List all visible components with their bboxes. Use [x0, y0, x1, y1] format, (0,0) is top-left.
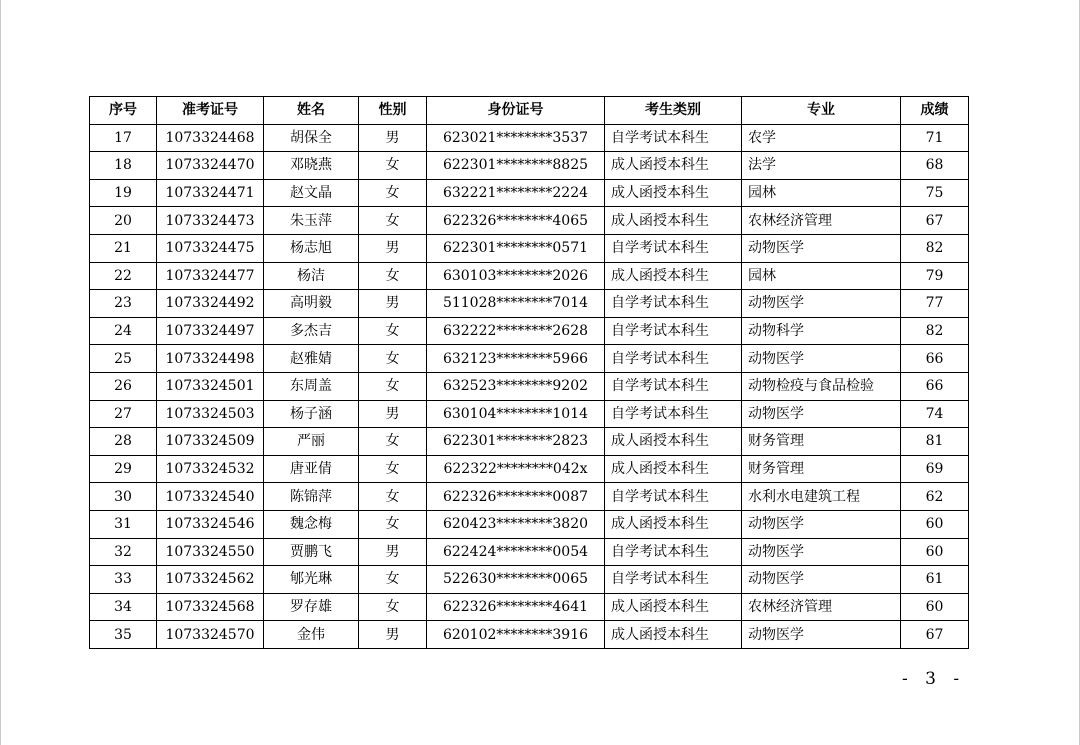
- cell-gender: 女: [359, 262, 427, 290]
- cell-major: 动物医学: [742, 234, 901, 262]
- cell-name: 朱玉萍: [264, 207, 359, 235]
- cell-major: 园林: [742, 179, 901, 207]
- cell-score: 71: [901, 124, 969, 152]
- cell-exam-id: 1073324471: [157, 179, 264, 207]
- cell-gender: 女: [359, 566, 427, 594]
- cell-major: 园林: [742, 262, 901, 290]
- cell-score: 69: [901, 455, 969, 483]
- cell-score: 60: [901, 538, 969, 566]
- cell-id-number: 630103********2026: [427, 262, 605, 290]
- cell-category: 成人函授本科生: [605, 428, 742, 456]
- cell-major: 动物检疫与食品检验: [742, 372, 901, 400]
- table-row: [90, 566, 969, 594]
- table-row: [90, 621, 969, 649]
- cell-name: 金伟: [264, 621, 359, 649]
- table-row: [90, 372, 969, 400]
- cell-exam-id: 1073324562: [157, 566, 264, 594]
- cell-id-number: 622326********0087: [427, 483, 605, 511]
- cell-major: 农林经济管理: [742, 593, 901, 621]
- cell-exam-id: 1073324509: [157, 428, 264, 456]
- table-row: [90, 455, 969, 483]
- cell-exam-id: 1073324498: [157, 345, 264, 373]
- cell-major: 财务管理: [742, 455, 901, 483]
- cell-id-number: 622301********2823: [427, 428, 605, 456]
- cell-id-number: 622326********4065: [427, 207, 605, 235]
- cell-exam-id: 1073324497: [157, 317, 264, 345]
- table-row: [90, 400, 969, 428]
- header-score: 成绩: [901, 97, 969, 125]
- cell-exam-id: 1073324501: [157, 372, 264, 400]
- cell-category: 成人函授本科生: [605, 621, 742, 649]
- cell-index: 19: [90, 179, 157, 207]
- header-index: 序号: [90, 97, 157, 125]
- table-row: [90, 124, 969, 152]
- table-row: [90, 345, 969, 373]
- cell-index: 32: [90, 538, 157, 566]
- cell-id-number: 622424********0054: [427, 538, 605, 566]
- cell-name: 杨子涵: [264, 400, 359, 428]
- cell-id-number: 511028********7014: [427, 290, 605, 318]
- cell-name: 贾鹏飞: [264, 538, 359, 566]
- cell-name: 邓晓燕: [264, 152, 359, 180]
- cell-exam-id: 1073324570: [157, 621, 264, 649]
- table-row: [90, 262, 969, 290]
- cell-category: 自学考试本科生: [605, 345, 742, 373]
- cell-gender: 男: [359, 234, 427, 262]
- table-row: [90, 290, 969, 318]
- cell-index: 20: [90, 207, 157, 235]
- table-row: [90, 538, 969, 566]
- cell-category: 自学考试本科生: [605, 400, 742, 428]
- cell-id-number: 620423********3820: [427, 510, 605, 538]
- cell-gender: 男: [359, 124, 427, 152]
- cell-name: 赵文晶: [264, 179, 359, 207]
- cell-gender: 女: [359, 207, 427, 235]
- cell-score: 77: [901, 290, 969, 318]
- table-row: [90, 234, 969, 262]
- cell-index: 17: [90, 124, 157, 152]
- header-id-number: 身份证号: [427, 97, 605, 125]
- cell-gender: 女: [359, 428, 427, 456]
- cell-gender: 女: [359, 179, 427, 207]
- cell-index: 35: [90, 621, 157, 649]
- cell-score: 66: [901, 345, 969, 373]
- cell-category: 自学考试本科生: [605, 234, 742, 262]
- cell-major: 农学: [742, 124, 901, 152]
- cell-index: 21: [90, 234, 157, 262]
- cell-gender: 男: [359, 621, 427, 649]
- cell-name: 杨洁: [264, 262, 359, 290]
- cell-score: 67: [901, 207, 969, 235]
- cell-exam-id: 1073324546: [157, 510, 264, 538]
- cell-id-number: 522630********0065: [427, 566, 605, 594]
- cell-score: 81: [901, 428, 969, 456]
- cell-exam-id: 1073324540: [157, 483, 264, 511]
- header-exam-id: 准考证号: [157, 97, 264, 125]
- cell-index: 31: [90, 510, 157, 538]
- cell-gender: 女: [359, 152, 427, 180]
- cell-exam-id: 1073324477: [157, 262, 264, 290]
- table-row: [90, 510, 969, 538]
- table-header-row: [90, 97, 969, 125]
- cell-major: 农林经济管理: [742, 207, 901, 235]
- cell-exam-id: 1073324503: [157, 400, 264, 428]
- cell-category: 自学考试本科生: [605, 290, 742, 318]
- cell-major: 动物医学: [742, 621, 901, 649]
- cell-category: 自学考试本科生: [605, 538, 742, 566]
- table-body: [90, 124, 969, 648]
- cell-name: 陈锦萍: [264, 483, 359, 511]
- table-row: [90, 593, 969, 621]
- cell-gender: 男: [359, 538, 427, 566]
- cell-score: 82: [901, 317, 969, 345]
- cell-major: 财务管理: [742, 428, 901, 456]
- cell-category: 自学考试本科生: [605, 124, 742, 152]
- cell-major: 法学: [742, 152, 901, 180]
- header-category: 考生类别: [605, 97, 742, 125]
- cell-category: 自学考试本科生: [605, 317, 742, 345]
- cell-score: 66: [901, 372, 969, 400]
- cell-gender: 男: [359, 400, 427, 428]
- cell-major: 动物医学: [742, 400, 901, 428]
- cell-category: 自学考试本科生: [605, 566, 742, 594]
- cell-index: 27: [90, 400, 157, 428]
- cell-score: 67: [901, 621, 969, 649]
- cell-exam-id: 1073324473: [157, 207, 264, 235]
- cell-exam-id: 1073324568: [157, 593, 264, 621]
- cell-name: 赵雅婧: [264, 345, 359, 373]
- cell-category: 自学考试本科生: [605, 483, 742, 511]
- cell-major: 动物医学: [742, 290, 901, 318]
- page-number: - 3 -: [902, 669, 966, 689]
- table-row: [90, 428, 969, 456]
- cell-gender: 男: [359, 290, 427, 318]
- cell-score: 79: [901, 262, 969, 290]
- cell-name: 罗存雄: [264, 593, 359, 621]
- cell-id-number: 620102********3916: [427, 621, 605, 649]
- cell-id-number: 622322********042x: [427, 455, 605, 483]
- cell-name: 多杰吉: [264, 317, 359, 345]
- cell-major: 动物医学: [742, 566, 901, 594]
- cell-id-number: 622326********4641: [427, 593, 605, 621]
- cell-gender: 女: [359, 372, 427, 400]
- cell-index: 28: [90, 428, 157, 456]
- cell-exam-id: 1073324475: [157, 234, 264, 262]
- header-gender: 性别: [359, 97, 427, 125]
- cell-exam-id: 1073324468: [157, 124, 264, 152]
- cell-index: 30: [90, 483, 157, 511]
- cell-index: 33: [90, 566, 157, 594]
- cell-category: 成人函授本科生: [605, 207, 742, 235]
- cell-index: 23: [90, 290, 157, 318]
- cell-exam-id: 1073324470: [157, 152, 264, 180]
- header-name: 姓名: [264, 97, 359, 125]
- cell-gender: 女: [359, 317, 427, 345]
- cell-id-number: 622301********8825: [427, 152, 605, 180]
- cell-index: 26: [90, 372, 157, 400]
- cell-index: 18: [90, 152, 157, 180]
- page-edge-left: [0, 0, 1, 745]
- cell-id-number: 622301********0571: [427, 234, 605, 262]
- cell-id-number: 632222********2628: [427, 317, 605, 345]
- cell-id-number: 632221********2224: [427, 179, 605, 207]
- cell-score: 74: [901, 400, 969, 428]
- table-row: [90, 483, 969, 511]
- cell-name: 杨志旭: [264, 234, 359, 262]
- cell-gender: 女: [359, 345, 427, 373]
- cell-exam-id: 1073324550: [157, 538, 264, 566]
- cell-name: 唐亚倩: [264, 455, 359, 483]
- cell-name: 严丽: [264, 428, 359, 456]
- cell-category: 成人函授本科生: [605, 179, 742, 207]
- cell-category: 成人函授本科生: [605, 152, 742, 180]
- cell-category: 自学考试本科生: [605, 372, 742, 400]
- cell-name: 胡保全: [264, 124, 359, 152]
- cell-exam-id: 1073324492: [157, 290, 264, 318]
- cell-score: 60: [901, 510, 969, 538]
- cell-index: 25: [90, 345, 157, 373]
- table-row: [90, 317, 969, 345]
- cell-index: 29: [90, 455, 157, 483]
- header-major: 专业: [742, 97, 901, 125]
- table-row: [90, 152, 969, 180]
- cell-major: 动物医学: [742, 345, 901, 373]
- cell-index: 24: [90, 317, 157, 345]
- cell-gender: 女: [359, 483, 427, 511]
- cell-index: 34: [90, 593, 157, 621]
- cell-score: 61: [901, 566, 969, 594]
- cell-score: 68: [901, 152, 969, 180]
- cell-name: 东周盖: [264, 372, 359, 400]
- cell-id-number: 623021********3537: [427, 124, 605, 152]
- cell-score: 82: [901, 234, 969, 262]
- cell-category: 成人函授本科生: [605, 510, 742, 538]
- cell-gender: 女: [359, 455, 427, 483]
- table-row: [90, 179, 969, 207]
- cell-score: 75: [901, 179, 969, 207]
- cell-id-number: 632123********5966: [427, 345, 605, 373]
- cell-category: 成人函授本科生: [605, 455, 742, 483]
- cell-category: 成人函授本科生: [605, 593, 742, 621]
- cell-major: 动物科学: [742, 317, 901, 345]
- cell-major: 动物医学: [742, 538, 901, 566]
- cell-name: 高明毅: [264, 290, 359, 318]
- cell-category: 成人函授本科生: [605, 262, 742, 290]
- cell-score: 60: [901, 593, 969, 621]
- cell-index: 22: [90, 262, 157, 290]
- cell-score: 62: [901, 483, 969, 511]
- score-table: [89, 96, 969, 649]
- cell-name: 魏念梅: [264, 510, 359, 538]
- table-row: [90, 207, 969, 235]
- cell-gender: 女: [359, 593, 427, 621]
- cell-name: 郇光琳: [264, 566, 359, 594]
- cell-id-number: 632523********9202: [427, 372, 605, 400]
- cell-exam-id: 1073324532: [157, 455, 264, 483]
- cell-major: 水利水电建筑工程: [742, 483, 901, 511]
- cell-major: 动物医学: [742, 510, 901, 538]
- cell-id-number: 630104********1014: [427, 400, 605, 428]
- cell-gender: 女: [359, 510, 427, 538]
